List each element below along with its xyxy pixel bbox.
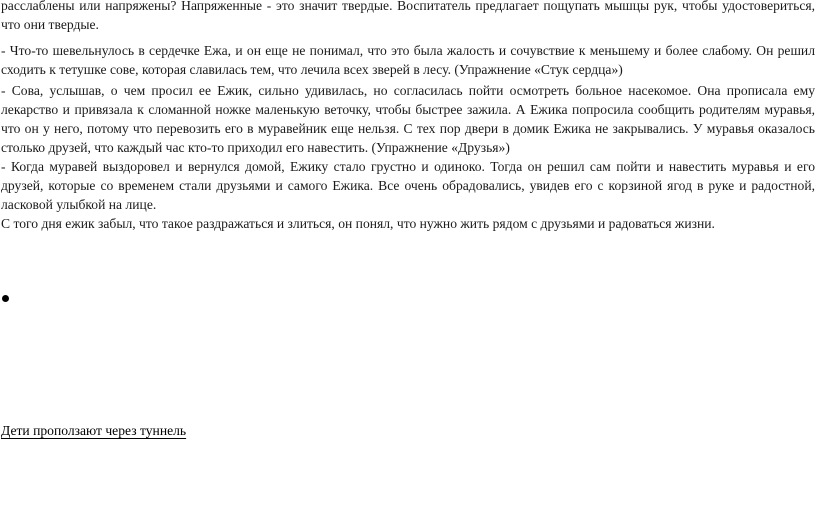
- paragraph-conclusion: С того дня ежик забыл, что такое раздражаться и злиться, он понял, что нужно жить рядом с друзьями и радоваться жизни.: [1, 216, 715, 231]
- bullet-dot-icon: [2, 295, 9, 302]
- paragraph-muscles: расслаблены или напряжены? Напряженные - это значит твердые. Воспитатель предлагает пощупать мышцы рук, чтобы удостовериться, что они твердые.: [1, 0, 815, 32]
- section-heading: Дети проползают через туннель: [1, 423, 187, 438]
- paragraph-owl-visit: - Сова, услышав, о чем просил ее Ежик, сильно удивилась, но согласилась пойти осмотреть больное насекомое. Она прописала ему лекарство и привязала к сломанной ножке маленькую веточку, чтобы быстрее зажила. А Ежика попросила сообщить родителям муравья, что он у него, потому что перевозить его в муравейник еще нельзя. С тех пор двери в домик Ежика не закрывались. У муравья оказалось столько друзей, что каждый час кто-то приходил его навестить. (Упражнение «Друзья»): [1, 83, 815, 155]
- paragraph-hedgehog-heart: - Что-то шевельнулось в сердечке Ежа, и он еще не понимал, что это была жалость и сочувствие к меньшему и более слабому. Он решил сходить к тетушке сове, которая славилась тем, что лечила всех зверей в лесу. (Упражнение «Стук сердца»): [1, 43, 815, 77]
- paragraph-ant-recovered: - Когда муравей выздоровел и вернулся домой, Ежику стало грустно и одиноко. Тогда он решил сам пойти и навестить муравья и его друзей, которые со временем стали друзьями и самого Ежика. Все очень обрадовались, увидев его с корзиной ягод в руке и радостной, ласковой улыбкой на лице.: [1, 159, 815, 212]
